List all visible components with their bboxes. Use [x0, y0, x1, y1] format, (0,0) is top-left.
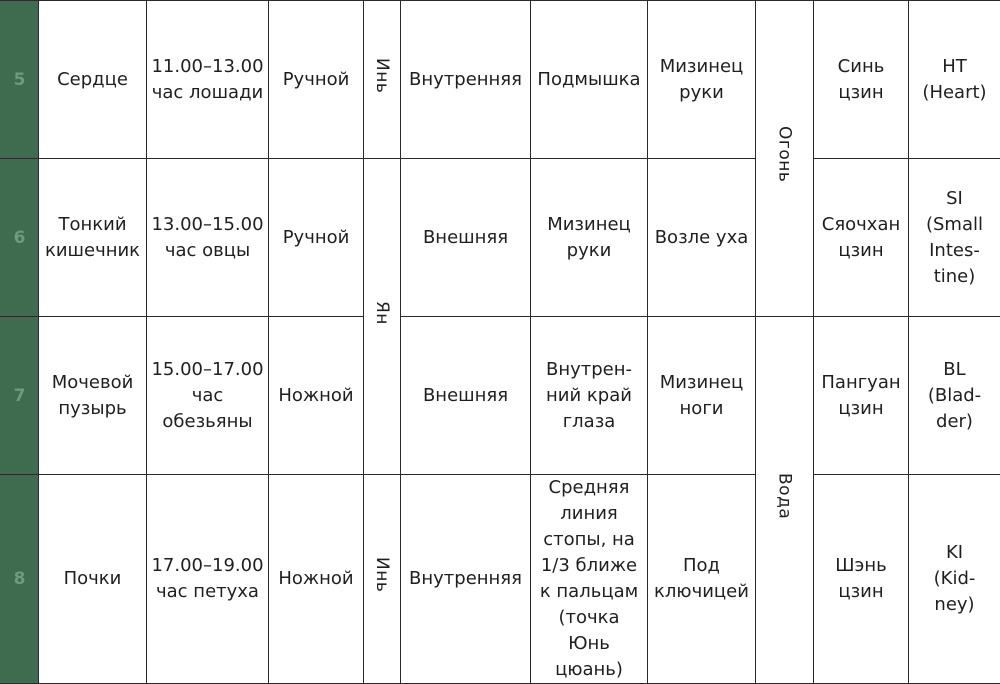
chinese-name-cell: Шэнь цзин	[814, 475, 909, 684]
time-cell: 17.00–19.00 час петуха	[147, 475, 269, 684]
start-point-cell: Средняя линия стопы, на 1/3 ближе к пальцам (точка Юнь цюань)	[531, 475, 648, 684]
yinyang-label: Ян	[369, 301, 395, 325]
organ-cell: Тонкий кишечник	[39, 159, 147, 317]
element-cell	[756, 317, 814, 684]
side-cell: Внешняя	[401, 159, 531, 317]
code-cell: BL (Blad- der)	[909, 317, 1000, 475]
end-point-cell: Под ключицей	[648, 475, 756, 684]
limb-cell: Ножной	[269, 475, 364, 684]
start-point-cell: Подмышка	[531, 1, 648, 159]
element-label: Огонь	[772, 126, 798, 182]
start-point-cell: Внутрен- ний край глаза	[531, 317, 648, 475]
end-point-cell: Мизинец ноги	[648, 317, 756, 475]
organ-cell: Мочевой пузырь	[39, 317, 147, 475]
side-cell: Внутренняя	[401, 1, 531, 159]
limb-cell: Ножной	[269, 317, 364, 475]
table-row	[1, 317, 1000, 475]
code-cell: SI (Small Intes- tine)	[909, 159, 1000, 317]
row-number: 7	[1, 317, 39, 475]
table-row	[1, 159, 1000, 317]
side-cell: Внутренняя	[401, 475, 531, 684]
end-point-cell: Возле уха	[648, 159, 756, 317]
row-number: 6	[1, 159, 39, 317]
organ-cell: Сердце	[39, 1, 147, 159]
yinyang-cell	[364, 475, 401, 684]
end-point-cell: Мизинец руки	[648, 1, 756, 159]
chinese-name-cell: Сяочхан цзин	[814, 159, 909, 317]
yinyang-label: Инь	[369, 58, 395, 93]
element-cell	[756, 1, 814, 317]
table-row	[1, 1, 1000, 159]
chinese-name-cell: Синь цзин	[814, 1, 909, 159]
time-cell: 13.00–15.00 час овцы	[147, 159, 269, 317]
time-cell: 15.00–17.00 час обезьяны	[147, 317, 269, 475]
side-cell: Внешняя	[401, 317, 531, 475]
yinyang-label: Инь	[369, 557, 395, 592]
yinyang-cell	[364, 159, 401, 475]
limb-cell: Ручной	[269, 1, 364, 159]
chinese-name-cell: Пангуан цзин	[814, 317, 909, 475]
code-cell: HT (Heart)	[909, 1, 1000, 159]
organ-cell: Почки	[39, 475, 147, 684]
yinyang-cell	[364, 1, 401, 159]
limb-cell: Ручной	[269, 159, 364, 317]
start-point-cell: Мизинец руки	[531, 159, 648, 317]
element-label: Вода	[772, 473, 798, 519]
time-cell: 11.00–13.00 час лошади	[147, 1, 269, 159]
code-cell: KI (Kid- ney)	[909, 475, 1000, 684]
table-row	[1, 475, 1000, 684]
row-number: 5	[1, 1, 39, 159]
row-number: 8	[1, 475, 39, 684]
